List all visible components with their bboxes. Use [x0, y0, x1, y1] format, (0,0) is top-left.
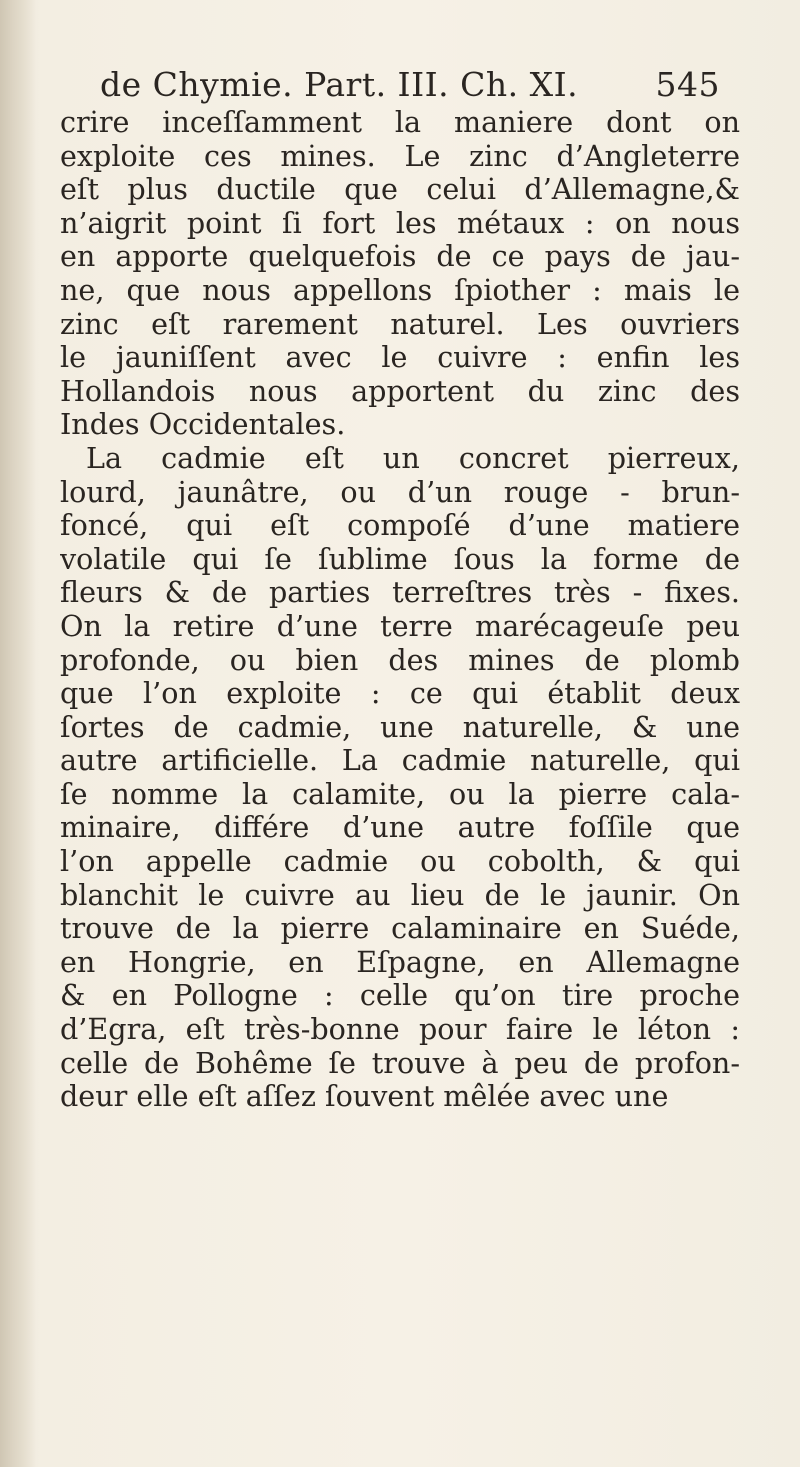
text-line: le jauniſſent avec le cuivre : enfin les [60, 341, 740, 375]
text-line: n’aigrit point ſi fort les métaux : on nous [60, 206, 740, 240]
text-line: crire inceſſamment la maniere dont on [60, 106, 740, 139]
page-number: 545 [655, 65, 720, 104]
text-line: en Hongrie, en Eſpagne, en Allemagne [60, 945, 740, 979]
text-line: d’Egra, eſt très-bonne pour faire le léton : [60, 1013, 740, 1047]
text-line: On la retire d’une terre marécageuſe peu [60, 609, 740, 643]
running-head-title: de Chymie. Part. III. Ch. XI. [100, 65, 579, 104]
text-line: ne, que nous appellons ſpiother : mais le [60, 273, 740, 307]
text-line: minaire, différe d’une autre foſſile que [60, 811, 740, 845]
text-line: eſt plus ductile que celui d’Allemagne,& [60, 173, 740, 207]
text-line: l’on appelle cadmie ou cobolth, & qui [60, 845, 740, 879]
text-line: lourd, jaunâtre, ou d’un rouge - brun- [60, 475, 740, 509]
text-line: & en Pollogne : celle qu’on tire proche [60, 979, 740, 1013]
text-line: ſe nomme la calamite, ou la pierre cala- [60, 777, 740, 811]
text-line: que l’on exploite : ce qui établit deux [60, 677, 740, 711]
text-line: Hollandois nous apportent du zinc des [60, 374, 740, 408]
text-line: en apporte quelquefois de ce pays de jau- [60, 240, 740, 274]
text-line: celle de Bohême ſe trouve à peu de profon- [60, 1046, 740, 1080]
text-line: volatile qui ſe ſublime ſous la forme de [60, 542, 740, 576]
text-line: foncé, qui eſt compoſé d’une matiere [60, 509, 740, 543]
page-gutter [0, 0, 36, 1467]
text-line: blanchit le cuivre au lieu de le jaunir. On [60, 878, 740, 912]
text-line: La cadmie eſt un concret pierreux, [86, 441, 740, 475]
text-line: Indes Occidentales. [60, 408, 346, 442]
text-line: fleurs & de parties terreſtres très - fixes. [60, 576, 740, 610]
text-line: zinc eſt rarement naturel. Les ouvriers [60, 307, 740, 341]
text-line: autre artificielle. La cadmie naturelle, qui [60, 744, 740, 778]
text-line: profonde, ou bien des mines de plomb [60, 643, 740, 677]
text-line: deur elle eſt aſſez ſouvent mêlée avec une [60, 1080, 669, 1114]
text-line: ſortes de cadmie, une naturelle, & une [60, 710, 740, 744]
body-text [60, 106, 740, 1114]
text-line: exploite ces mines. Le zinc d’Angleterre [60, 139, 740, 173]
text-line: trouve de la pierre calaminaire en Suéde, [60, 912, 740, 946]
